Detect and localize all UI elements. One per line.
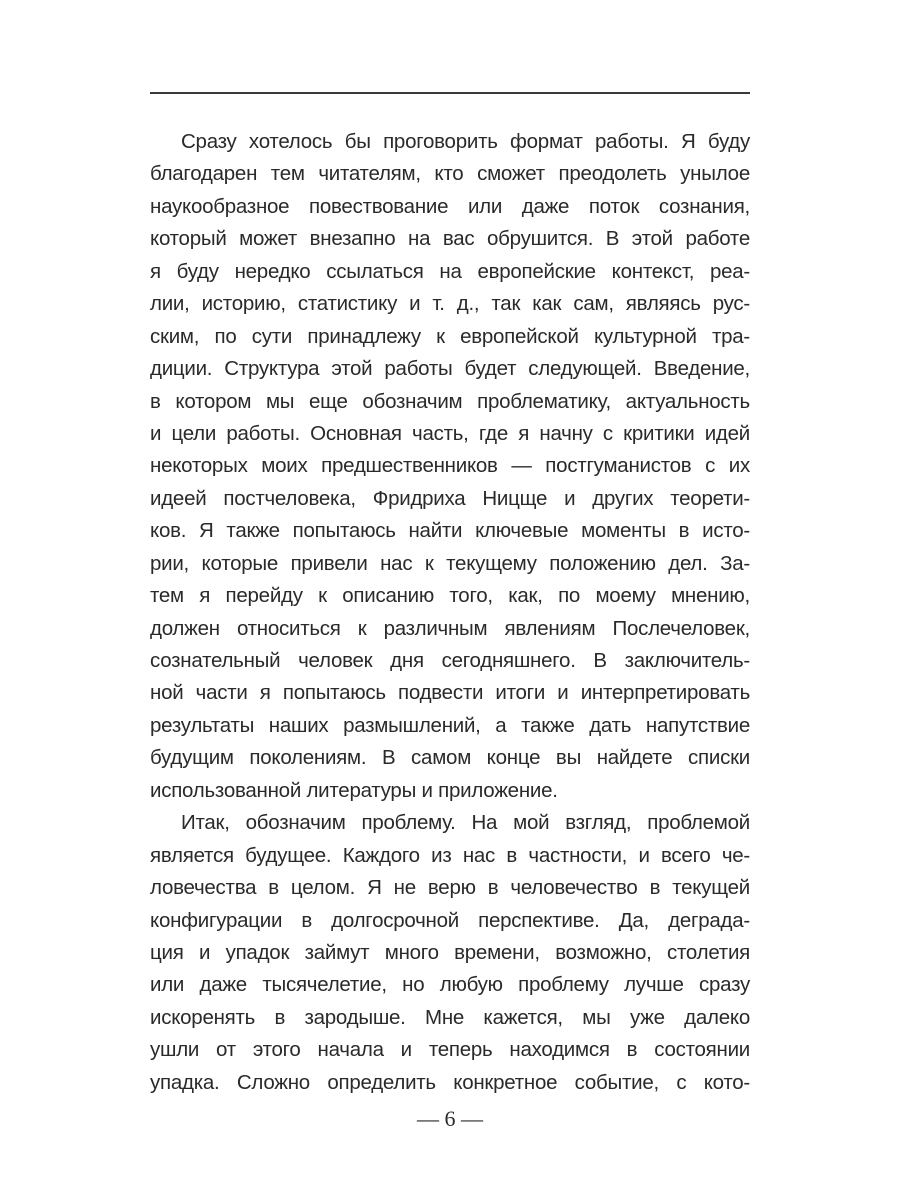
text-line: лии, историю, статистику и т. д., так как сам, являясь рус- xyxy=(150,292,750,316)
text-line: который может внезапно на вас обрушится. В этой работе xyxy=(150,227,750,251)
text-line: Итак, обозначим проблему. На мой взгляд, проблемой xyxy=(181,811,750,835)
text-line: сознательный человек дня сегодняшнего. В заключитель- xyxy=(150,649,750,672)
text-line: является будущее. Каждого из нас в частности, и всего че- xyxy=(150,843,750,867)
text-line: использованной литературы и приложение. xyxy=(150,778,558,802)
text-line: должен относиться к различным явлениям Послечеловек, xyxy=(150,616,750,640)
text-line: я буду нередко ссылаться на европейские контекст, реа- xyxy=(150,259,750,283)
page-number: — 6 — xyxy=(417,1106,483,1131)
text-line: будущим поколениям. В самом конце вы найдете списки xyxy=(150,746,750,770)
text-line: идеей постчеловека, Фридриха Ницще и других теорети- xyxy=(150,486,750,510)
text-line: ским, по сути принадлежу к европейской культурной тра- xyxy=(150,324,750,348)
paragraph-1 xyxy=(150,126,750,807)
text-line: искоренять в зародыше. Мне кажется, мы уже далеко xyxy=(150,1005,750,1029)
text-line: результаты наших размышлений, а также дать напутствие xyxy=(150,713,750,737)
text-line: диции. Структура этой работы будет следующей. Введение, xyxy=(150,357,750,381)
text-line: ция и упадок займут много времени, возможно, столетия xyxy=(150,940,750,964)
text-line: рии, которые привели нас к текущему положению дел. За- xyxy=(150,551,750,575)
text-line: тем я перейду к описанию того, как, по моему мнению, xyxy=(150,584,750,608)
text-line: конфигурации в долгосрочной перспективе. Да, деграда- xyxy=(150,908,750,932)
paragraph-2 xyxy=(150,807,750,1099)
text-line: Сразу хотелось бы проговорить формат работы. Я буду xyxy=(181,130,750,153)
text-line: или даже тысячелетие, но любую проблему лучше сразу xyxy=(150,973,750,997)
text-line: ушли от этого начала и теперь находимся в состоянии xyxy=(150,1038,750,1062)
text-line: ков. Я также попытаюсь найти ключевые моменты в исто- xyxy=(150,519,750,543)
text-line: и цели работы. Основная часть, где я начну с критики идей xyxy=(150,421,750,445)
text-line: упадка. Сложно определить конкретное событие, с кото- xyxy=(150,1070,750,1094)
text-line: благодарен тем читателям, кто сможет преодолеть унылое xyxy=(150,162,750,186)
text-line: ной части я попытаюсь подвести итоги и интерпретировать xyxy=(150,681,750,705)
header-rule xyxy=(150,92,750,94)
text-line: наукообразное повествование или даже поток сознания, xyxy=(150,194,750,218)
body-text xyxy=(150,126,750,1099)
text-line: ловечества в целом. Я не верю в человечество в текущей xyxy=(150,876,750,900)
text-line: некоторых моих предшественников — постгуманистов с их xyxy=(150,454,750,478)
text-line: в котором мы еще обозначим проблематику, актуальность xyxy=(150,389,750,413)
